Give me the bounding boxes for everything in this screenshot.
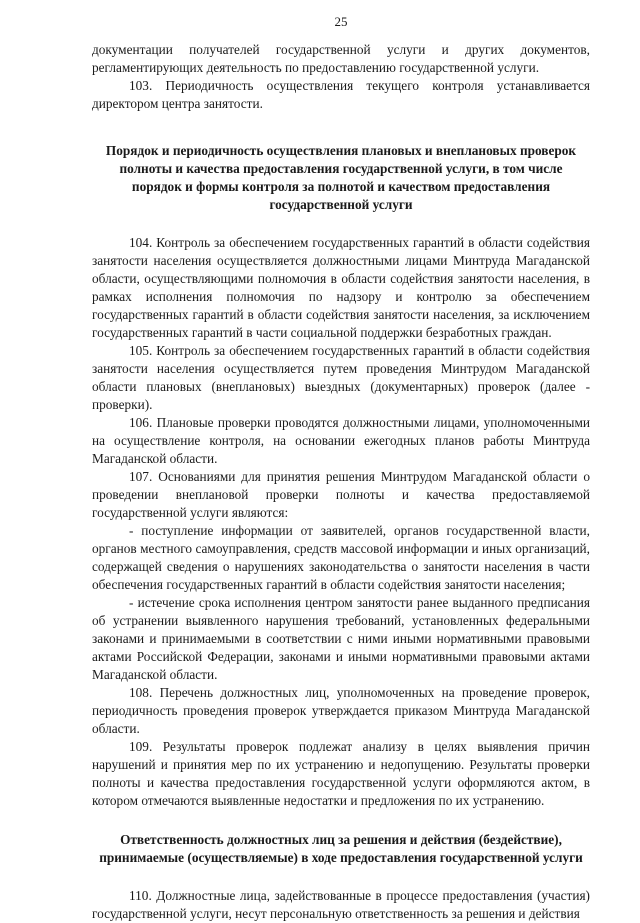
paragraph-106: 106. Плановые проверки проводятся должностными лицами, уполномоченными на осуществление контроля, на основании ежегодных планов работы Минтруда Магаданской области. [92,415,590,466]
page-number: 25 [334,14,348,29]
document-body [92,41,590,923]
paragraph-110: 110. Должностные лица, задействованные в процессе предоставления (участия) государственной услуги, несут персональную ответственность за решения и действия [92,888,590,921]
paragraph-107: 107. Основаниями для принятия решения Минтрудом Магаданской области о проведении внеплановой проверки полноты и качества предоставляемой государственной услуги являются: [92,469,590,520]
list-item-grounds-1: - поступление информации от заявителей, органов государственной власти, органов местного самоуправления, средств массовой информации и иных организаций, содержащей сведения о нарушениях законодательства о занятости населения в части обеспечения государственных гарантий в области содействия занятости населения; [92,523,590,592]
section-heading-inspections: Порядок и периодичность осуществления плановых и внеплановых проверок полноты и качества предоставления государственной услуги, в том числе порядок и формы контроля за полнотой и качеством предоставления государственной услуги [105,143,577,212]
paragraph-108: 108. Перечень должностных лиц, уполномоченных на проведение проверок, периодичность проведения проверок утверждается приказом Минтруда Магаданской области. [92,685,590,736]
paragraph-109: 109. Результаты проверок подлежат анализу в целях выявления причин нарушений и принятия мер по их устранению и недопущению. Результаты проверки полноты и качества предоставления государственной услуги оформляются актом, в котором отмечаются выявленные недостатки и предложения по их устранению. [92,739,590,808]
section-heading-responsibility: Ответственность должностных лиц за решения и действия (бездействие), принимаемые (осуществляемые) в ходе предоставления государственной услуги [99,832,583,865]
paragraph-103: 103. Периодичность осуществления текущего контроля устанавливается директором центра занятости. [92,78,590,111]
paragraph-continuation: документации получателей государственной услуги и других документов, регламентирующих деятельность по предоставлению государственной услуги. [92,42,590,75]
list-item-grounds-2: - истечение срока исполнения центром занятости ранее выданного предписания об устранении выявленного нарушения требований, установленных федеральными законами и принимаемыми в соответствии с ними иными нормативными правовыми актами Российской Федерации, законами и иными нормативными правовыми актами Магаданской области. [92,595,590,682]
paragraph-105: 105. Контроль за обеспечением государственных гарантий в области содействия занятости населения осуществляется путем проведения Минтрудом Магаданской области плановых (внеплановых) выездных (документарных) проверок (далее - проверки). [92,343,590,412]
paragraph-104: 104. Контроль за обеспечением государственных гарантий в области содействия занятости населения осуществляется должностными лицами Минтруда Магаданской области, осуществляющими полномочия в области содействия занятости населения, в рамках исполнения полномочия по надзору и контролю за обеспечением государственных гарантий в области содействия занятости населения, за исключением государственных гарантий в части социальной поддержки безработных граждан. [92,235,590,340]
